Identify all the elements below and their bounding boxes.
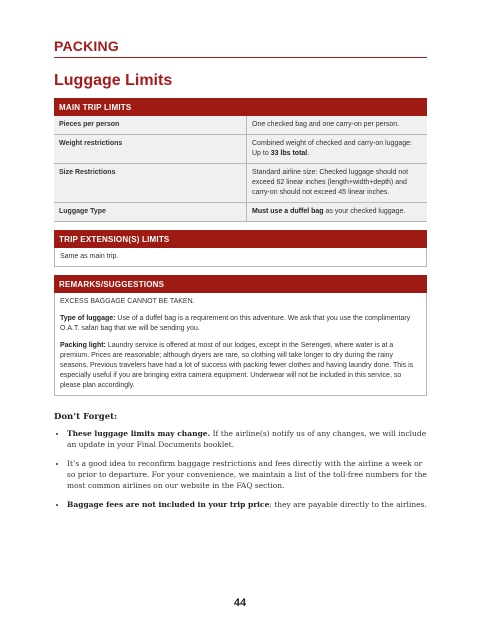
page-number: 44 [233,597,247,609]
main-trip-header: MAIN TRIP LIMITS [54,98,427,116]
document-page [54,38,427,518]
dont-forget-heading: Don’t Forget: [54,412,118,422]
list-item: • These luggage limits may change. If the airline(s) notify us of any changes, we will include an update in your Final Documents booklet. [67,428,427,450]
table-row [54,164,427,203]
section-title: PACKING [54,38,119,54]
remarks-box [54,293,427,396]
section-divider [54,57,427,58]
page-title: Luggage Limits [54,72,173,89]
row-value: One checked bag and one carry-on per person. [247,116,428,135]
remarks-packing-light: Packing light: Laundry service is offered at most of our lodges, except in the Serengeti, where water is at a premium. Prices are reasonable; although dryers are rare, so clothing will take longer to dry during the rainy seasons. Previous travelers have had a lot of success with packing fewer clothes and having laundry done. This is especially useful if you are bringing extra camera equipment. Underwear will not be included in this service, so please plan accordingly. [60,342,414,389]
remarks-luggage-type: Type of luggage: Use of a duffel bag is a requirement on this adventure. We ask that you use the complimentary O.A.T. safari bag that we will be sending you. [60,315,411,332]
dont-forget-list [54,428,427,510]
row-value: Standard airline size: Checked luggage should not exceed 62 linear inches (length+width+depth) and carry-on should not exceed 45 linear inches. [247,164,428,203]
table-row [54,135,427,164]
extension-header: TRIP EXTENSION(S) LIMITS [54,230,427,248]
row-label: Weight restrictions [54,135,247,164]
list-item: • Baggage fees are not included in your trip price; they are payable directly to the airlines. [67,499,427,510]
row-label: Pieces per person [54,116,247,135]
main-trip-table [54,116,427,222]
row-value: Must use a duffel bag as your checked luggage. [247,203,428,222]
remarks-excess: EXCESS BAGGAGE CANNOT BE TAKEN. [60,298,195,305]
row-value: Combined weight of checked and carry-on luggage: Up to 33 lbs total. [247,135,428,164]
table-row [54,203,427,222]
remarks-header: REMARKS/SUGGESTIONS [54,275,427,293]
list-item: • It’s a good idea to reconfirm baggage restrictions and fees directly with the airline a week or so prior to departure. For your convenience, we maintain a list of the toll-free numbers for the most common airlines on our website in the FAQ section. [67,458,427,491]
table-row [54,116,427,135]
row-label: Luggage Type [54,203,247,222]
extension-text: Same as main trip. [54,248,427,267]
row-label: Size Restrictions [54,164,247,203]
